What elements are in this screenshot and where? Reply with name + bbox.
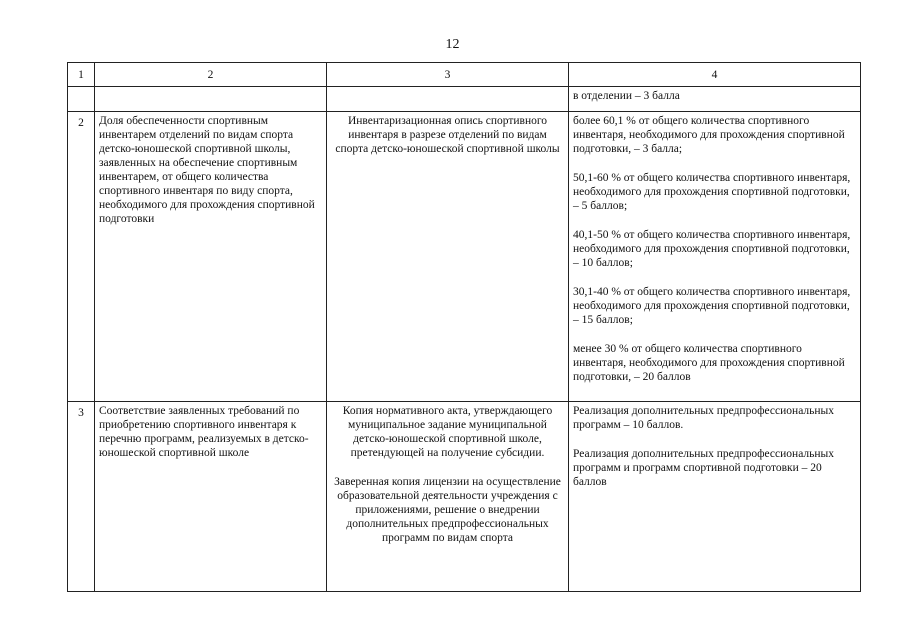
row-number [68,87,95,112]
criterion-cell [95,87,327,112]
header-cell: 2 [95,63,327,87]
score-text: 40,1-50 % от общего количества спортивного инвентаря, необходимого для прохождения спортивной подготовки, – 10 баллов; [573,229,851,269]
document-text: Инвентаризационная опись спортивного инвентаря в разрезе отделений по видам спорта детско-юношеской спортивной школы [335,115,560,155]
criterion-cell: Соответствие заявленных требований по приобретению спортивного инвентаря к перечню программ, реализуемых в детско-юношеской спортивной школе [95,402,327,592]
criterion-cell: Доля обеспеченности спортивным инвентарем отделений по видам спорта детско-юношеской спортивной школы, заявленных на обеспечение спортивным инвентарем, от общего количества спортивного инвентаря по виду спорта, необходимого для прохождения спортивной подготовки [95,112,327,402]
documents-cell [327,112,569,402]
scores-cell [569,112,861,402]
scores-cell [569,402,861,592]
table-row [68,112,861,402]
documents-cell [327,402,569,592]
page-number: 12 [445,37,460,52]
row-number: 3 [68,402,95,592]
score-text: менее 30 % от общего количества спортивного инвентаря, необходимого для прохождения спортивной подготовки, – 20 баллов [573,343,845,383]
score-text: более 60,1 % от общего количества спортивного инвентаря, необходимого для прохождения спортивной подготовки, – 3 балла; [573,115,845,155]
score-text: Реализация дополнительных предпрофессиональных программ – 10 баллов. [573,405,835,431]
score-text: 30,1-40 % от общего количества спортивного инвентаря, необходимого для прохождения спортивной подготовки, – 15 баллов; [573,286,851,326]
score-text: 50,1-60 % от общего количества спортивного инвентаря, необходимого для прохождения спортивной подготовки, – 5 баллов; [573,172,851,212]
row-number: 2 [68,112,95,402]
header-cell: 3 [327,63,569,87]
header-cell: 1 [68,63,95,87]
score-text: Реализация дополнительных предпрофессиональных программ и программ спортивной подготовки – 20 баллов [573,448,835,488]
document-text: Копия нормативного акта, утверждающего муниципальное задание муниципальной детско-юношеской спортивной школе, претендующей на получение субсидии. [342,405,553,459]
documents-cell [327,87,569,112]
document-text: Заверенная копия лицензии на осуществление образовательной деятельности учреждения с приложениями, решение о внедрении дополнительных предпрофессиональных программ по видам спорта [334,476,561,544]
table-row [68,87,861,112]
table-header-row [68,63,861,87]
criteria-table [67,62,861,592]
table-row [68,402,861,592]
header-cell: 4 [569,63,861,87]
scores-cell [569,87,861,112]
score-text: в отделении – 3 балла [573,90,680,102]
